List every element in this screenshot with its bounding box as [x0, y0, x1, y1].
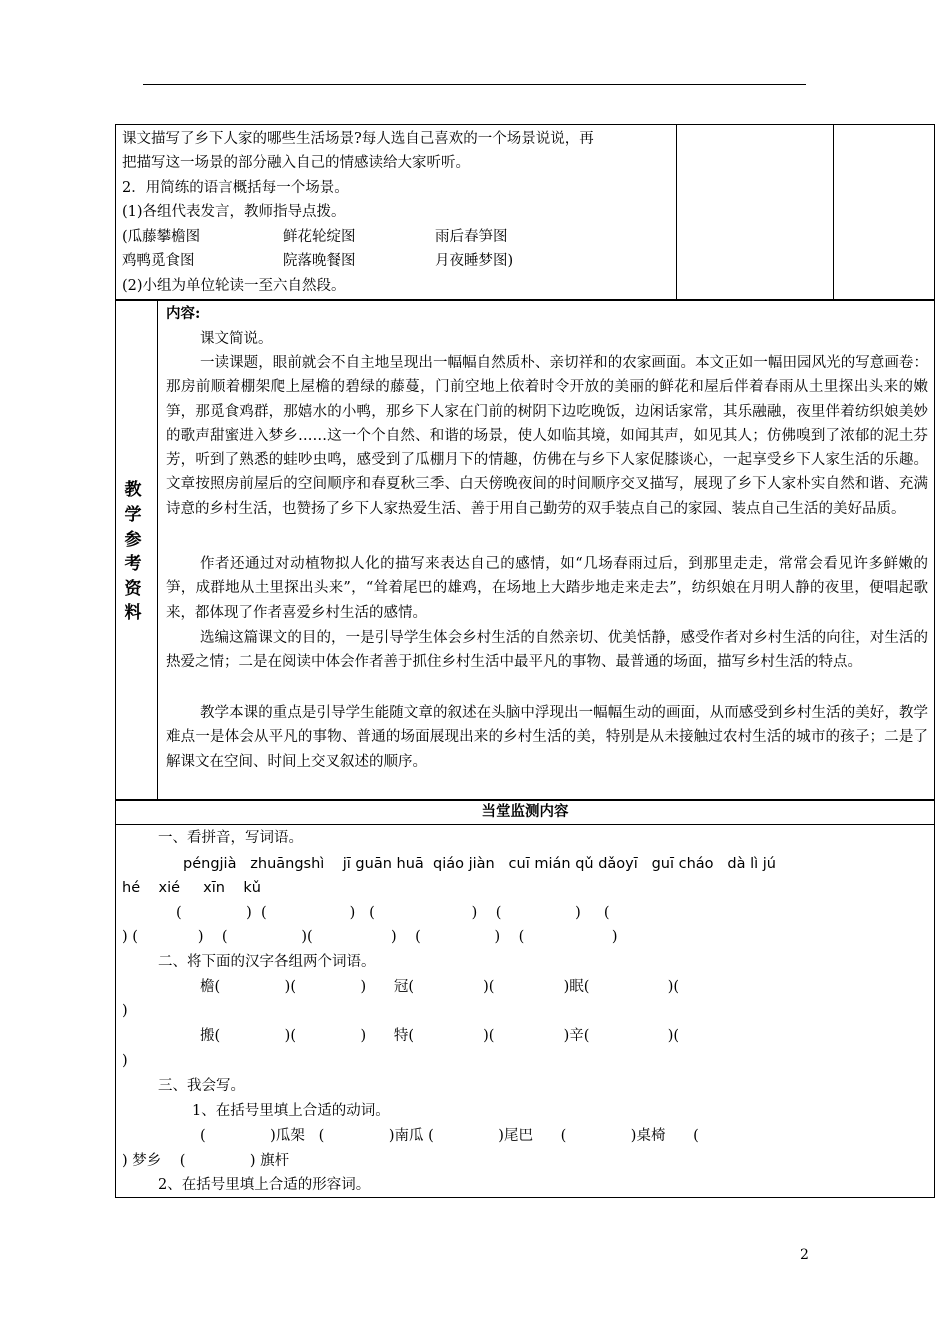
- monitor-title-rule: [115, 824, 935, 825]
- scene-r1c3: 雨后春笋图: [435, 229, 508, 245]
- chars-line-2-tail: ): [122, 1053, 128, 1069]
- monitor-title: 当堂监测内容: [481, 803, 569, 820]
- verbs-line-2: ) 梦乡 ( ) 旗杆: [122, 1153, 290, 1169]
- top-line-1: 课文描写了乡下人家的哪些生活场景?每人选自己喜欢的一个场景说说，再: [122, 131, 594, 147]
- chars-line-2: 搬( )( ) 特( )( )辛( )(: [200, 1028, 680, 1044]
- pinyin-line-2: hé xié xīn kǔ: [122, 880, 261, 896]
- reference-divider: [157, 300, 158, 800]
- top-line-3: 2．用简练的语言概括每一个场景。: [122, 180, 349, 196]
- side-label-char: 资: [124, 579, 142, 599]
- top-last-line: (2)小组为单位轮读一至六自然段。: [122, 278, 346, 294]
- reference-subheading: 课文简说。: [200, 331, 273, 347]
- top-col-divider-2: [833, 124, 834, 300]
- section-2-title: 二、将下面的汉字各组两个词语。: [158, 954, 376, 970]
- side-label-char: 料: [124, 603, 142, 623]
- top-col-divider-1: [676, 124, 677, 300]
- section-3-sub-2: 2、在括号里填上合适的形容词。: [158, 1177, 371, 1193]
- pinyin-line-1: péngjià zhuāngshì jī guān huā qiáo jiàn cuī mián qǔ dǎoyī guī cháo dà lì jú: [183, 856, 776, 872]
- scene-r2c1: 鸡鸭觅食图: [122, 253, 195, 269]
- section-3-title: 三、我会写。: [158, 1078, 245, 1094]
- reference-paragraph-3: 选编这篇课文的目的，一是引导学生体会乡村生活的自然亲切、优美恬静，感受作者对乡村生活的向往，对生活的热爱之情；二是在阅读中体会作者善于抓住乡村生活中最平凡的事物、最普通的场面，描写乡村生活的特点。: [166, 630, 928, 671]
- reference-paragraph-4: 教学本课的重点是引导学生能随文章的叙述在头脑中浮现出一幅幅生动的画面，从而感受到乡村生活的美好，教学难点一是体会从平凡的事物、普通的场面展现出来的乡村生活的美，特别是从未接触过农村生活的城市的孩子；二是了解课文在空间、时间上交叉叙述的顺序。: [166, 705, 928, 770]
- chars-line-1-tail: ): [122, 1003, 128, 1019]
- answer-blanks-line-2: ) ( ) ( )( ) ( ) ( ): [122, 929, 618, 945]
- scene-r2c2: 院落晚餐图: [283, 253, 356, 269]
- top-line-2: 把描写这一场景的部分融入自己的情感读给大家听听。: [122, 155, 470, 171]
- chars-line-1: 檐( )( ) 冠( )( )眠( )(: [200, 979, 680, 995]
- side-label-char: 参: [124, 530, 142, 550]
- side-label-char: 教: [124, 480, 142, 500]
- answer-blanks-line-1: ( ) ( ) ( ) ( ) (: [176, 905, 610, 921]
- reference-heading: 内容:: [166, 305, 201, 322]
- side-label-char: 考: [124, 554, 142, 574]
- scene-r1c2: 鲜花轮绽图: [283, 229, 356, 245]
- verbs-line-1: ( )瓜架 ( )南瓜 ( )尾巴 ( )桌椅 (: [200, 1128, 699, 1144]
- reference-paragraph-2: 作者还通过对动植物拟人化的描写来表达自己的感情，如“几场春雨过后，到那里走走，常常会看见许多鲜嫩的笋，成群地从土里探出头来”，“耸着尾巴的雄鸡，在场地上大踏步地走来走去”，纺织娘在月明人静的夜里，便唱起歌来，都体现了作者喜爱乡村生活的感情。: [166, 556, 928, 621]
- scene-r2c3: 月夜睡梦图): [435, 253, 514, 269]
- page-number: 2: [800, 1247, 809, 1263]
- section-1-title: 一、看拼音，写词语。: [158, 830, 303, 846]
- side-label-char: 学: [124, 505, 142, 525]
- header-rule: [143, 84, 806, 85]
- section-3-sub-1: 1、在括号里填上合适的动词。: [192, 1103, 390, 1119]
- scene-r1c1: (瓜藤攀檐图: [122, 229, 201, 245]
- reference-paragraph-1: 一读课题，眼前就会不自主地呈现出一幅幅自然质朴、亲切祥和的农家画面。本文正如一幅田园风光的写意画卷：那房前顺着棚架爬上屋檐的碧绿的藤蔓，门前空地上依着时令开放的美丽的鲜花和屋后伴着春雨从土里探出头来的嫩笋，那觅食鸡群，那嬉水的小鸭，那乡下人家在门前的树阴下边吃晚饭，边闲话家常，其乐融融，夜里伴着纺织娘美妙的歌声甜蜜进入梦乡……这一个个自然、和谐的场景，使人如临其境，如闻其声，如见其人；仿佛嗅到了浓郁的泥土芬芳，听到了熟悉的蛙吵虫鸣，感受到了瓜棚月下的情趣，仿佛在与乡下人家促膝谈心，一起享受乡下人家生活的乐趣。文章按照房前屋后的空间顺序和春夏秋三季、白天傍晚夜间的时间顺序交叉描写，展现了乡下人家朴实自然和谐、充满诗意的乡村生活，也赞扬了乡下人家热爱生活、善于用自己勤劳的双手装点自己的家园、装点自己生活的美好品质。: [166, 355, 928, 517]
- top-line-4: (1)各组代表发言，教师指导点拨。: [122, 204, 346, 220]
